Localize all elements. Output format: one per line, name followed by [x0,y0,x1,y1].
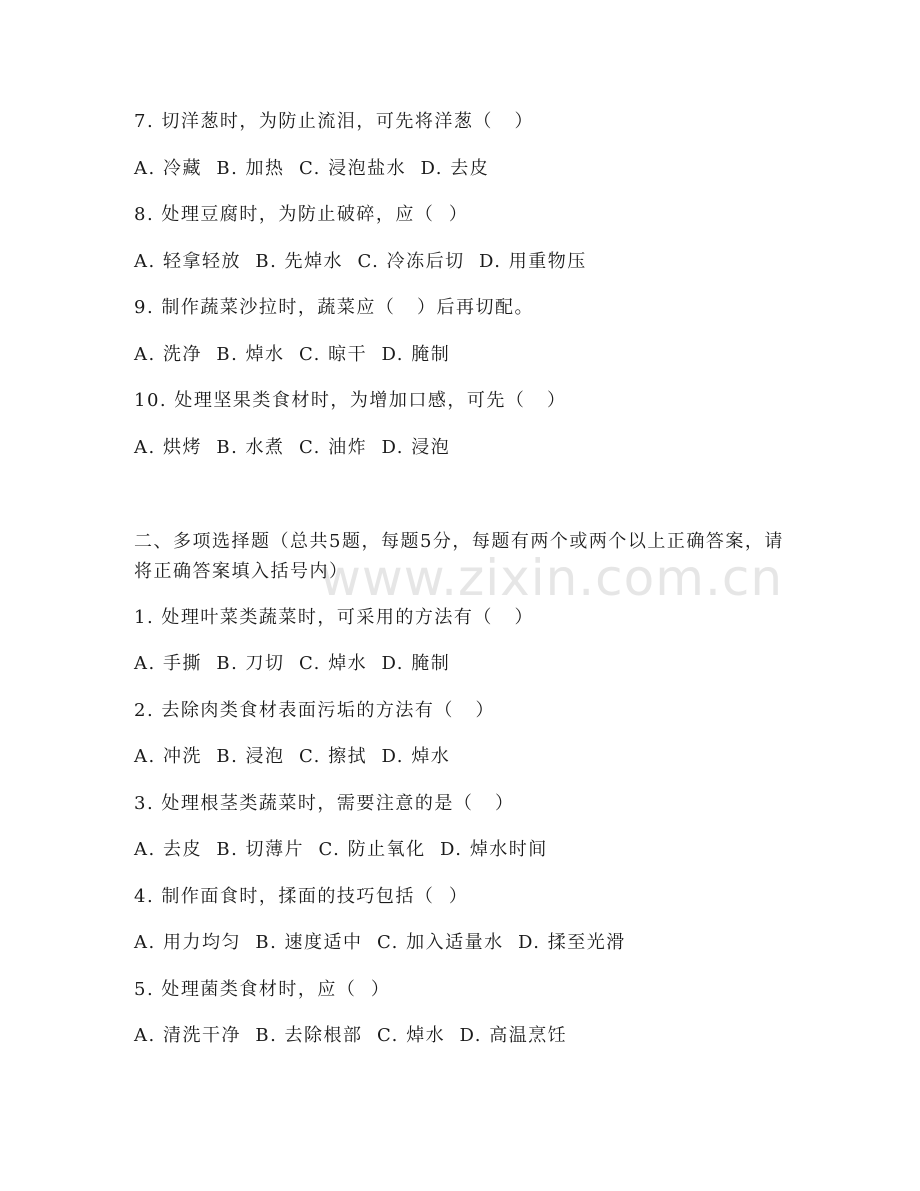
question-3: 3. 处理根茎类蔬菜时，需要注意的是（ ） [134,793,515,814]
question-4: 4. 制作面食时，揉面的技巧包括（ ） [134,886,469,907]
options-4: A. 用力均匀 B. 速度适中 C. 加入适量水 D. 揉至光滑 [134,932,626,953]
options-1: A. 手撕 B. 刀切 C. 焯水 D. 腌制 [134,653,451,674]
options-5: A. 清洗干净 B. 去除根部 C. 焯水 D. 高温烹饪 [134,1025,568,1046]
section-heading: 二、多项选择题（总共5题，每题5分，每题有两个或两个以上正确答案，请将正确答案填入括号内） [134,531,784,582]
watermark: www.zixin.com.cn [320,549,784,607]
question-5: 5. 处理菌类食材时，应（ ） [134,979,391,1000]
question-1: 1. 处理叶菜类蔬菜时，可采用的方法有（ ） [134,607,535,628]
question-2: 2. 去除肉类食材表面污垢的方法有（ ） [134,700,496,721]
question-7: 7. 切洋葱时，为防止流泪，可先将洋葱（ ） [134,111,535,132]
options-2: A. 冲洗 B. 浸泡 C. 擦拭 D. 焯水 [134,746,451,767]
options-8: A. 轻拿轻放 B. 先焯水 C. 冷冻后切 D. 用重物压 [134,251,587,272]
question-8: 8. 处理豆腐时，为防止破碎，应（ ） [134,204,469,225]
question-9: 9. 制作蔬菜沙拉时，蔬菜应（ ）后再切配。 [134,297,535,318]
options-7: A. 冷藏 B. 加热 C. 浸泡盐水 D. 去皮 [134,158,490,179]
question-10: 10. 处理坚果类食材时，为增加口感，可先（ ） [134,390,567,411]
options-10: A. 烘烤 B. 水煮 C. 油炸 D. 浸泡 [134,437,451,458]
options-3: A. 去皮 B. 切薄片 C. 防止氧化 D. 焯水时间 [134,839,548,860]
options-9: A. 洗净 B. 焯水 C. 晾干 D. 腌制 [134,344,451,365]
